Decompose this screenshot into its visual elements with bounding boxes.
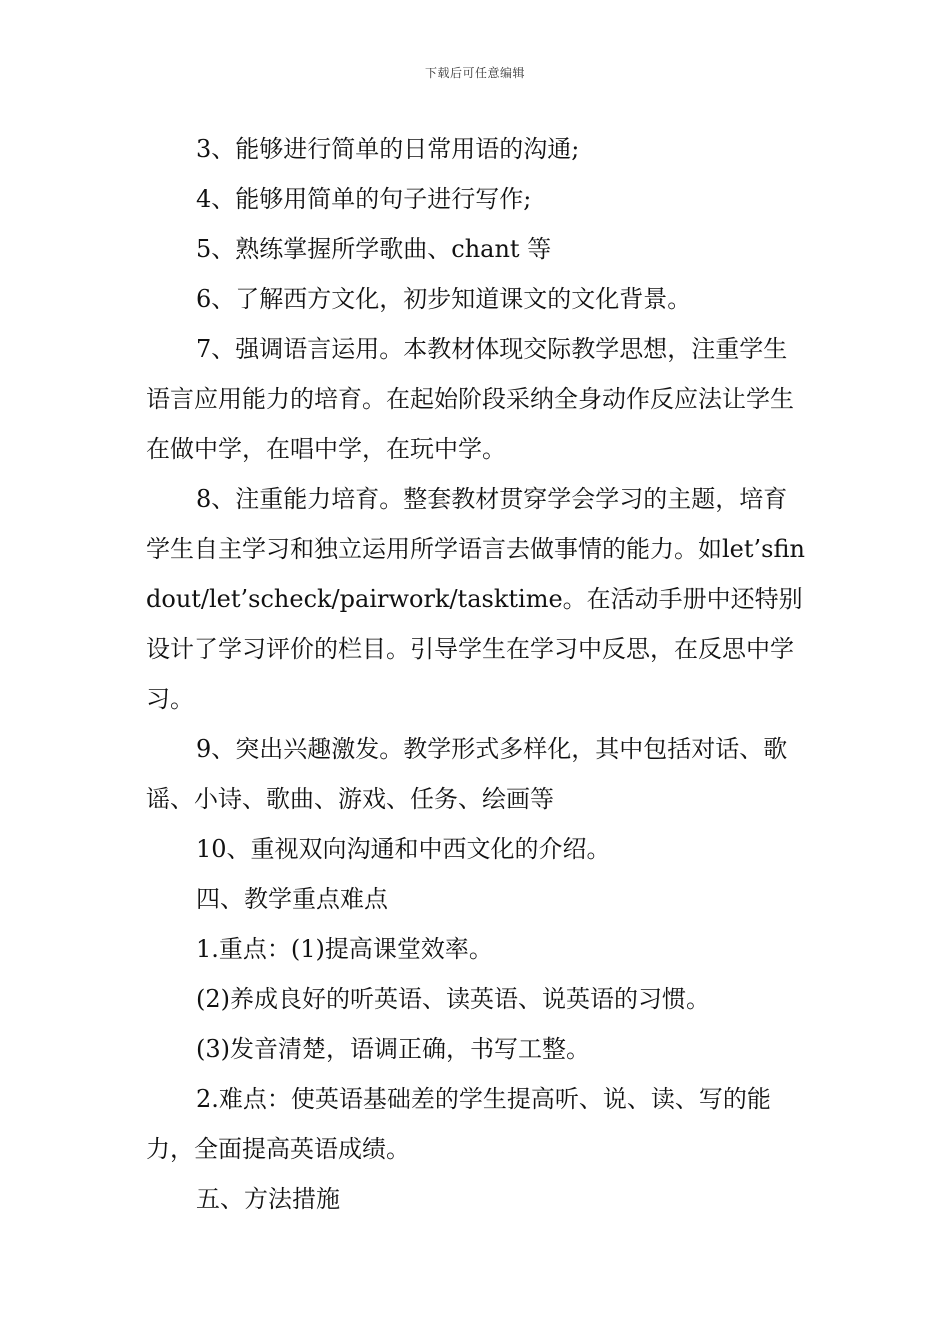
key-point-2: (2)养成良好的听英语、读英语、说英语的习惯。 [196, 985, 710, 1013]
list-item-4: 4、能够用简单的句子进行写作; [196, 185, 532, 213]
list-item-3: 3、能够进行简单的日常用语的沟通; [196, 135, 580, 163]
document-body [146, 124, 806, 1224]
list-item-9: 9、突出兴趣激发。教学形式多样化，其中包括对话、歌谣、小诗、歌曲、游戏、任务、绘画等 [146, 735, 788, 813]
key-point-3: (3)发音清楚，语调正确，书写工整。 [196, 1035, 590, 1063]
section-heading-5: 五、方法措施 [196, 1185, 340, 1213]
list-item-8: 8、注重能力培育。整套教材贯穿学会学习的主题，培育学生自主学习和独立运用所学语言去做事情的能力。如let’sfindout/let’scheck/pairwork/tasktime。在活动手册中还特别设计了学习评价的栏目。引导学生在学习中反思，在反思中学习。 [146, 485, 805, 713]
list-item-5: 5、熟练掌握所学歌曲、chant 等 [196, 235, 552, 263]
section-heading-4: 四、教学重点难点 [196, 885, 388, 913]
list-item-6: 6、了解西方文化，初步知道课文的文化背景。 [196, 285, 692, 313]
list-item-10: 10、重视双向沟通和中西文化的介绍。 [196, 835, 611, 863]
list-item-7: 7、强调语言运用。本教材体现交际教学思想，注重学生语言应用能力的培育。在起始阶段采纳全身动作反应法让学生在做中学，在唱中学，在玩中学。 [146, 335, 794, 463]
difficulty-point: 2.难点：使英语基础差的学生提高听、说、读、写的能力，全面提高英语成绩。 [146, 1085, 771, 1163]
key-point-1: 1.重点：(1)提高课堂效率。 [196, 935, 493, 963]
page-header-note: 下载后可任意编辑 [424, 66, 525, 80]
